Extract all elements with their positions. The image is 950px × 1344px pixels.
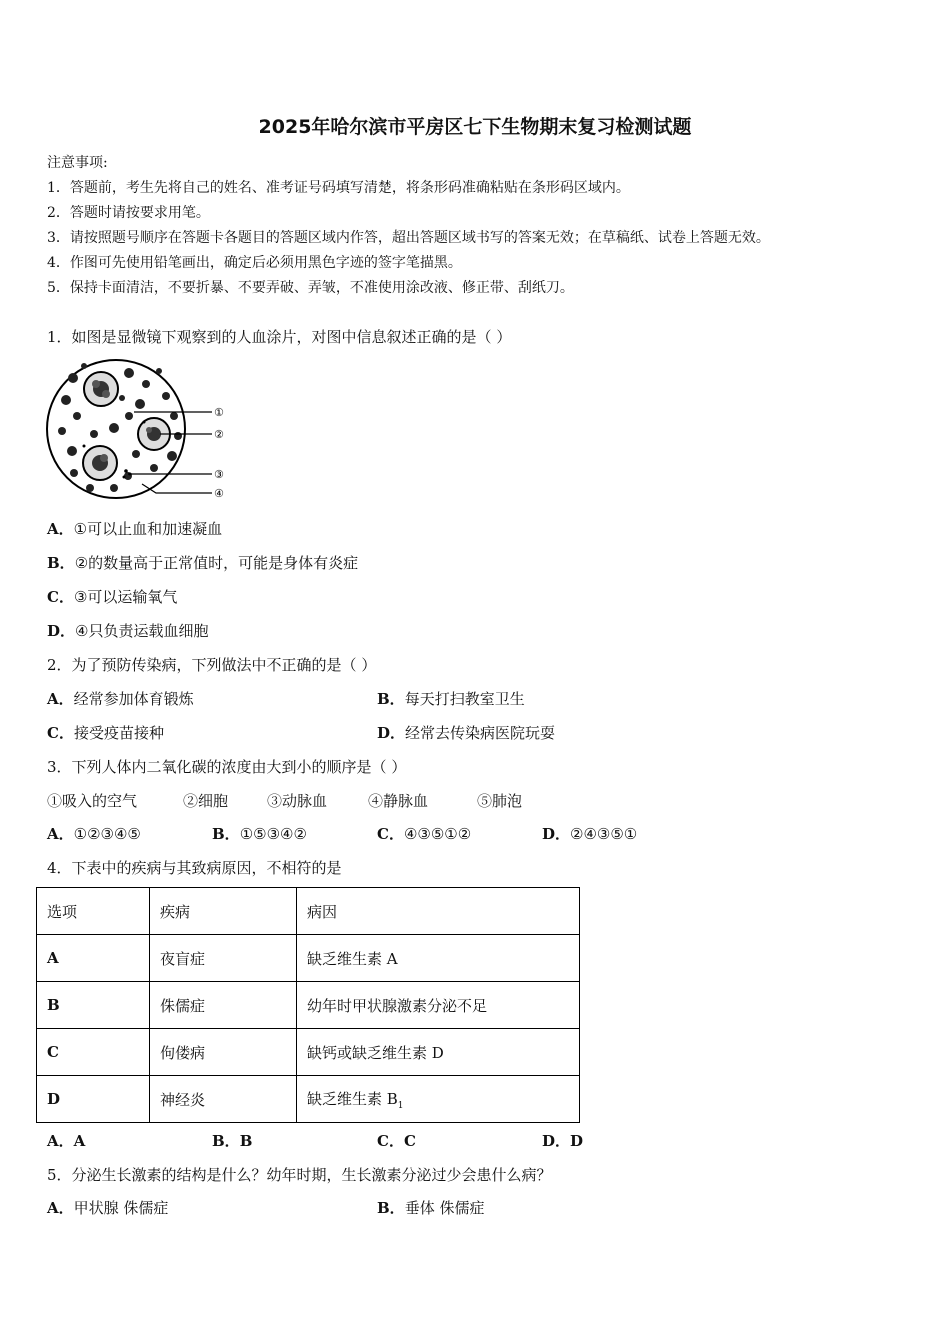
q2-option-b: B．每天打扫教室卫生	[377, 690, 525, 708]
disease-table	[36, 887, 580, 1123]
q4-option-d: D．D	[542, 1132, 584, 1150]
q3-option-d: D．②④③⑤①	[542, 825, 638, 843]
note-item: 3．请按照题号顺序在答题卡各题目的答题区域内作答，超出答题区域书写的答案无效；在草稿纸、试卷上答题无效。	[47, 230, 770, 246]
page-title: 2025年哈尔滨市平房区七下生物期末复习检测试题	[258, 116, 692, 138]
q1-option-d: D．④只负责运载血细胞	[47, 622, 209, 640]
table-cell-option: C	[37, 1029, 150, 1076]
table-row	[37, 982, 580, 1029]
q1-option-c: C．③可以运输氧气	[47, 588, 178, 606]
table-header-cell: 选项	[37, 888, 150, 935]
q3-item: ②细胞	[183, 792, 229, 810]
q4-option-c: C．C	[377, 1132, 416, 1150]
table-cell-cause: 缺钙或缺乏维生素 D	[297, 1029, 580, 1076]
q1-option-a: A．①可以止血和加速凝血	[47, 520, 223, 538]
table-header-cell: 病因	[297, 888, 580, 935]
q2-option-c: C．接受疫苗接种	[47, 724, 164, 742]
table-cell-disease: 佝偻病	[150, 1029, 297, 1076]
table-row	[37, 1076, 580, 1123]
q4-option-a: A．A	[47, 1132, 86, 1150]
q2-option-d: D．经常去传染病医院玩耍	[377, 724, 556, 742]
q2-option-a: A．经常参加体育锻炼	[47, 690, 194, 708]
q3-item: ①吸入的空气	[47, 792, 138, 810]
q3-item: ⑤肺泡	[477, 792, 523, 810]
figure-label-4: ④	[214, 487, 224, 500]
table-row	[37, 1029, 580, 1076]
q3-option-b: B．①⑤③④②	[212, 825, 307, 843]
table-cell-option: D	[37, 1076, 150, 1123]
note-item: 2．答题时请按要求用笔。	[47, 205, 210, 221]
table-cell-disease: 侏儒症	[150, 982, 297, 1029]
table-header-cell: 疾病	[150, 888, 297, 935]
table-cell-cause: 幼年时甲状腺激素分泌不足	[297, 982, 580, 1029]
q1-option-b: B．②的数量高于正常值时，可能是身体有炎症	[47, 554, 359, 572]
note-item: 4．作图可先使用铅笔画出，确定后必须用黑色字迹的签字笔描黑。	[47, 255, 462, 271]
q3-option-a: A．①②③④⑤	[47, 825, 141, 843]
q5-option-a: A．甲状腺 侏儒症	[47, 1199, 169, 1217]
table-cell-option: A	[37, 935, 150, 982]
q2-stem: 2．为了预防传染病，下列做法中不正确的是（ ）	[47, 656, 377, 674]
q5-option-b: B．垂体 侏儒症	[377, 1199, 485, 1217]
q3-stem: 3．下列人体内二氧化碳的浓度由大到小的顺序是（ ）	[47, 758, 407, 776]
q5-stem: 5．分泌生长激素的结构是什么？幼年时期，生长激素分泌过少会患什么病？	[47, 1166, 552, 1184]
table-cell-cause: 缺乏维生素 A	[297, 935, 580, 982]
notes-heading: 注意事项:	[47, 155, 108, 171]
q4-stem: 4．下表中的疾病与其致病原因，不相符的是	[47, 859, 342, 877]
q3-option-c: C．④③⑤①②	[377, 825, 472, 843]
figure-label-3: ③	[214, 468, 224, 481]
q4-option-b: B．B	[212, 1132, 253, 1150]
table-cell-cause: 缺乏维生素 $B_1$	[297, 1076, 580, 1123]
table-cell-disease: 神经炎	[150, 1076, 297, 1123]
table-header-row	[37, 888, 580, 935]
table-cell-disease: 夜盲症	[150, 935, 297, 982]
table-row	[37, 935, 580, 982]
figure-label-2: ②	[214, 428, 224, 441]
figure-label-1: ①	[214, 406, 224, 419]
blood-smear-figure	[44, 356, 234, 506]
q1-stem: 1．如图是显微镜下观察到的人血涂片，对图中信息叙述正确的是（ ）	[47, 328, 512, 346]
table-cell-option: B	[37, 982, 150, 1029]
note-item: 1．答题前，考生先将自己的姓名、准考证号码填写清楚，将条形码准确粘贴在条形码区域内。	[47, 180, 630, 196]
q3-item: ③动脉血	[267, 792, 328, 810]
q3-item: ④静脉血	[368, 792, 429, 810]
note-item: 5．保持卡面清洁，不要折暴、不要弄破、弄皱，不准使用涂改液、修正带、刮纸刀。	[47, 280, 574, 296]
